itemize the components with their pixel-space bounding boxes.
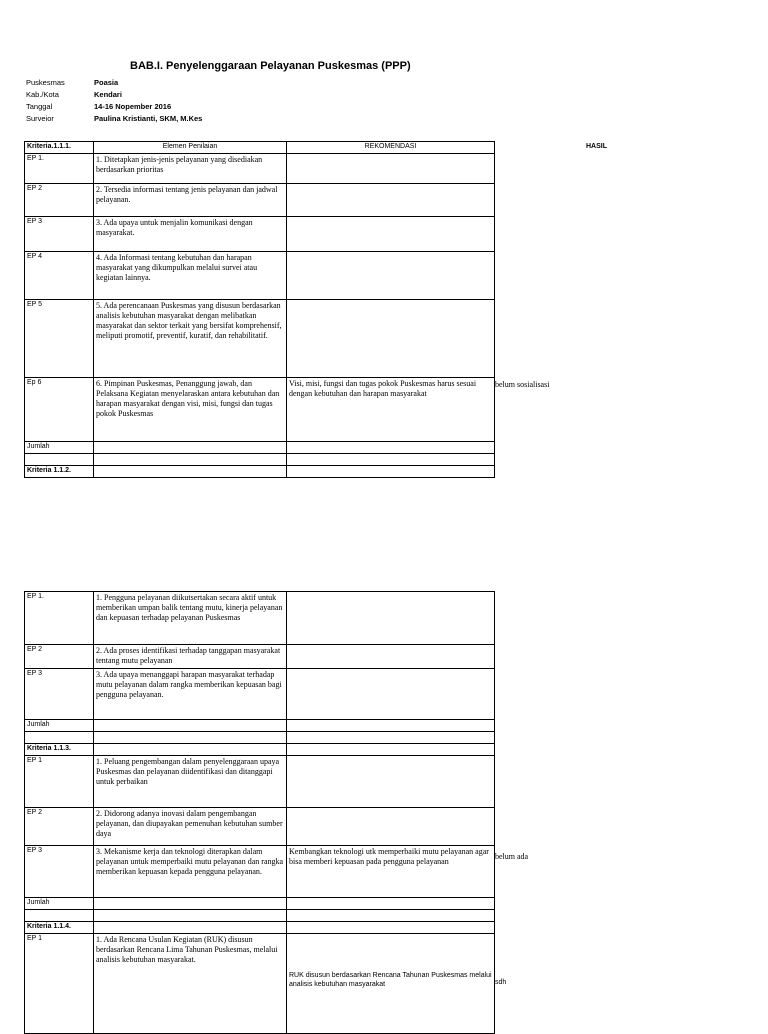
meta-value: Poasia — [94, 78, 119, 87]
empty-cell — [94, 454, 287, 466]
hasil-value: sdh — [495, 979, 507, 986]
table-row — [25, 592, 495, 645]
rekomendasi-cell — [287, 154, 495, 184]
rekomendasi-cell — [287, 217, 495, 252]
empty-cell — [25, 910, 94, 922]
rekomendasi-cell — [287, 645, 495, 669]
hasil-value: belum ada — [495, 852, 529, 861]
empty-cell — [287, 910, 495, 922]
rekomendasi-cell: Visi, misi, fungsi dan tugas pokok Puskesmas harus sesuai dengan kebutuhan dan harapan masyarakat — [287, 378, 495, 442]
meta-value: Kendari — [94, 90, 122, 99]
empty-cell — [287, 898, 495, 910]
empty-cell — [94, 466, 287, 478]
ep-cell: EP 3 — [25, 669, 94, 720]
ep-cell: EP 1 — [25, 756, 94, 808]
table-row — [25, 184, 495, 217]
empty-cell — [287, 442, 495, 454]
ep-cell: EP 5 — [25, 300, 94, 378]
ep-cell: EP 3 — [25, 846, 94, 898]
ep-cell: EP 1. — [25, 592, 94, 645]
empty-cell — [287, 466, 495, 478]
table-row — [25, 252, 495, 300]
meta-value: 14-16 Nopember 2016 — [94, 102, 172, 111]
kriteria-row — [25, 922, 495, 934]
kriteria-label: Kriteria.1.1.1. — [25, 142, 94, 154]
elemen-cell: 3. Mekanisme kerja dan teknologi diterapkan dalam pelayanan untuk memperbaiki mutu pelayanan dan rangka memberikan kepuasan kepada pengguna pelayanan. — [94, 846, 287, 898]
table-row — [25, 217, 495, 252]
spacer-row — [25, 910, 495, 922]
meta-puskesmas — [26, 78, 326, 89]
ep-cell: EP 3 — [25, 217, 94, 252]
assessment-table-2 — [24, 591, 495, 1034]
rekomendasi-text: RUK disusun berdasarkan Rencana Tahunan Puskesmas melalui analisis kebutuhan masyarakat — [289, 972, 492, 988]
hasil-value: belum sosialisasi — [495, 380, 550, 389]
ep-cell: Ep 6 — [25, 378, 94, 442]
table-row — [25, 808, 495, 846]
rekomendasi-header: REKOMENDASI — [287, 142, 495, 154]
rekomendasi-cell — [287, 934, 495, 1034]
empty-cell — [94, 720, 287, 732]
spacer-row — [25, 454, 495, 466]
elemen-cell: 3. Ada upaya untuk menjalin komunikasi dengan masyarakat. — [94, 217, 287, 252]
meta-surveior — [26, 114, 326, 125]
meta-tanggal — [26, 102, 326, 113]
meta-kabkota — [26, 90, 326, 101]
rekomendasi-cell — [287, 300, 495, 378]
elemen-cell: 1. Ada Rencana Usulan Kegiatan (RUK) disusun berdasarkan Rencana Lima Tahunan Puskesmas, melalui analisis kebutuhan masyarakat. — [94, 934, 287, 1034]
rekomendasi-cell — [287, 184, 495, 217]
jumlah-row — [25, 898, 495, 910]
meta-label: Surveior — [26, 114, 54, 123]
assessment-table-1 — [24, 141, 495, 478]
table-row — [25, 846, 495, 898]
table-row — [25, 378, 495, 442]
elemen-cell: 1. Pengguna pelayanan diikutsertakan secara aktif untuk memberikan umpan balik tentang mutu, kinerja pelayanan dan kepuasan terhadap pelayanan Puskesmas — [94, 592, 287, 645]
empty-cell — [287, 454, 495, 466]
jumlah-label: Jumlah — [25, 898, 94, 910]
ep-cell: EP 2 — [25, 184, 94, 217]
rekomendasi-cell — [287, 756, 495, 808]
elemen-cell: 1. Ditetapkan jenis-jenis pelayanan yang disediakan berdasarkan prioritas — [94, 154, 287, 184]
elemen-cell: 2. Ada proses identifikasi terhadap tanggapan masyarakat tentang mutu pelayanan — [94, 645, 287, 669]
table-row — [25, 934, 495, 1034]
rekomendasi-cell — [287, 252, 495, 300]
empty-cell — [94, 732, 287, 744]
elemen-cell: 1. Peluang pengembangan dalam penyelenggaraan upaya Puskesmas dan pelayanan diidentifikasi dan ditanggapi untuk perbaikan — [94, 756, 287, 808]
empty-cell — [287, 720, 495, 732]
page-title: BAB.I. Penyelenggaraan Pelayanan Puskesmas (PPP) — [130, 60, 411, 72]
empty-cell — [287, 732, 495, 744]
spacer-row — [25, 732, 495, 744]
rekomendasi-cell — [287, 669, 495, 720]
kriteria-row — [25, 744, 495, 756]
jumlah-label: Jumlah — [25, 720, 94, 732]
ep-cell: EP 2 — [25, 808, 94, 846]
elemen-header: Elemen Penilaian — [94, 142, 287, 154]
table-row — [25, 756, 495, 808]
elemen-cell: 2. Tersedia informasi tentang jenis pelayanan dan jadwal pelayanan. — [94, 184, 287, 217]
meta-label: Kab./Kota — [26, 90, 59, 99]
kriteria-label: Kriteria 1.1.2. — [25, 466, 94, 478]
empty-cell — [287, 744, 495, 756]
table-header-row — [25, 142, 495, 154]
empty-cell — [94, 922, 287, 934]
empty-cell — [287, 922, 495, 934]
kriteria-label: Kriteria 1.1.4. — [25, 922, 94, 934]
ep-cell: EP 4 — [25, 252, 94, 300]
rekomendasi-cell — [287, 592, 495, 645]
table-row — [25, 669, 495, 720]
meta-value: Paulina Kristianti, SKM, M.Kes — [94, 114, 203, 123]
elemen-cell: 5. Ada perencanaan Puskesmas yang disusun berdasarkan analisis kebutuhan masyarakat dengan melibatkan masyarakat dan sektor terkait yang bersifat komprehensif, meliputi promotif, preventif, kuratif, dan rehabilitatif. — [94, 300, 287, 378]
elemen-cell: 4. Ada Informasi tentang kebutuhan dan harapan masyarakat yang dikumpulkan melalui survei atau kegiatan lainnya. — [94, 252, 287, 300]
empty-cell — [25, 454, 94, 466]
elemen-cell: 3. Ada upaya menanggapi harapan masyarakat terhadap mutu pelayanan dalam rangka memberikan kepuasan bagi pengguna pelayanan. — [94, 669, 287, 720]
jumlah-label: Jumlah — [25, 442, 94, 454]
meta-label: Puskesmas — [26, 78, 65, 87]
empty-cell — [94, 744, 287, 756]
rekomendasi-cell: Kembangkan teknologi utk memperbaiki mutu pelayanan agar bisa memberi kepuasan pada pengguna pelayanan — [287, 846, 495, 898]
table-row — [25, 645, 495, 669]
empty-cell — [94, 442, 287, 454]
empty-cell — [94, 898, 287, 910]
table-row — [25, 300, 495, 378]
jumlah-row — [25, 720, 495, 732]
ep-cell: EP 1. — [25, 154, 94, 184]
ep-cell: EP 2 — [25, 645, 94, 669]
meta-label: Tanggal — [26, 102, 53, 111]
kriteria-label: Kriteria 1.1.3. — [25, 744, 94, 756]
kriteria-row — [25, 466, 495, 478]
elemen-cell: 6. Pimpinan Puskesmas, Penanggung jawab, dan Pelaksana Kegiatan menyelaraskan antara kebutuhan dan harapan masyarakat dengan visi, misi, fungsi dan tugas pokok Puskesmas — [94, 378, 287, 442]
empty-cell — [94, 910, 287, 922]
empty-cell — [25, 732, 94, 744]
elemen-cell: 2. Didorong adanya inovasi dalam pengembangan pelayanan, dan diupayakan pemenuhan kebutuhan sumber daya — [94, 808, 287, 846]
hasil-header: HASIL — [586, 143, 607, 150]
jumlah-row — [25, 442, 495, 454]
rekomendasi-cell — [287, 808, 495, 846]
ep-cell: EP 1 — [25, 934, 94, 1034]
table-row — [25, 154, 495, 184]
